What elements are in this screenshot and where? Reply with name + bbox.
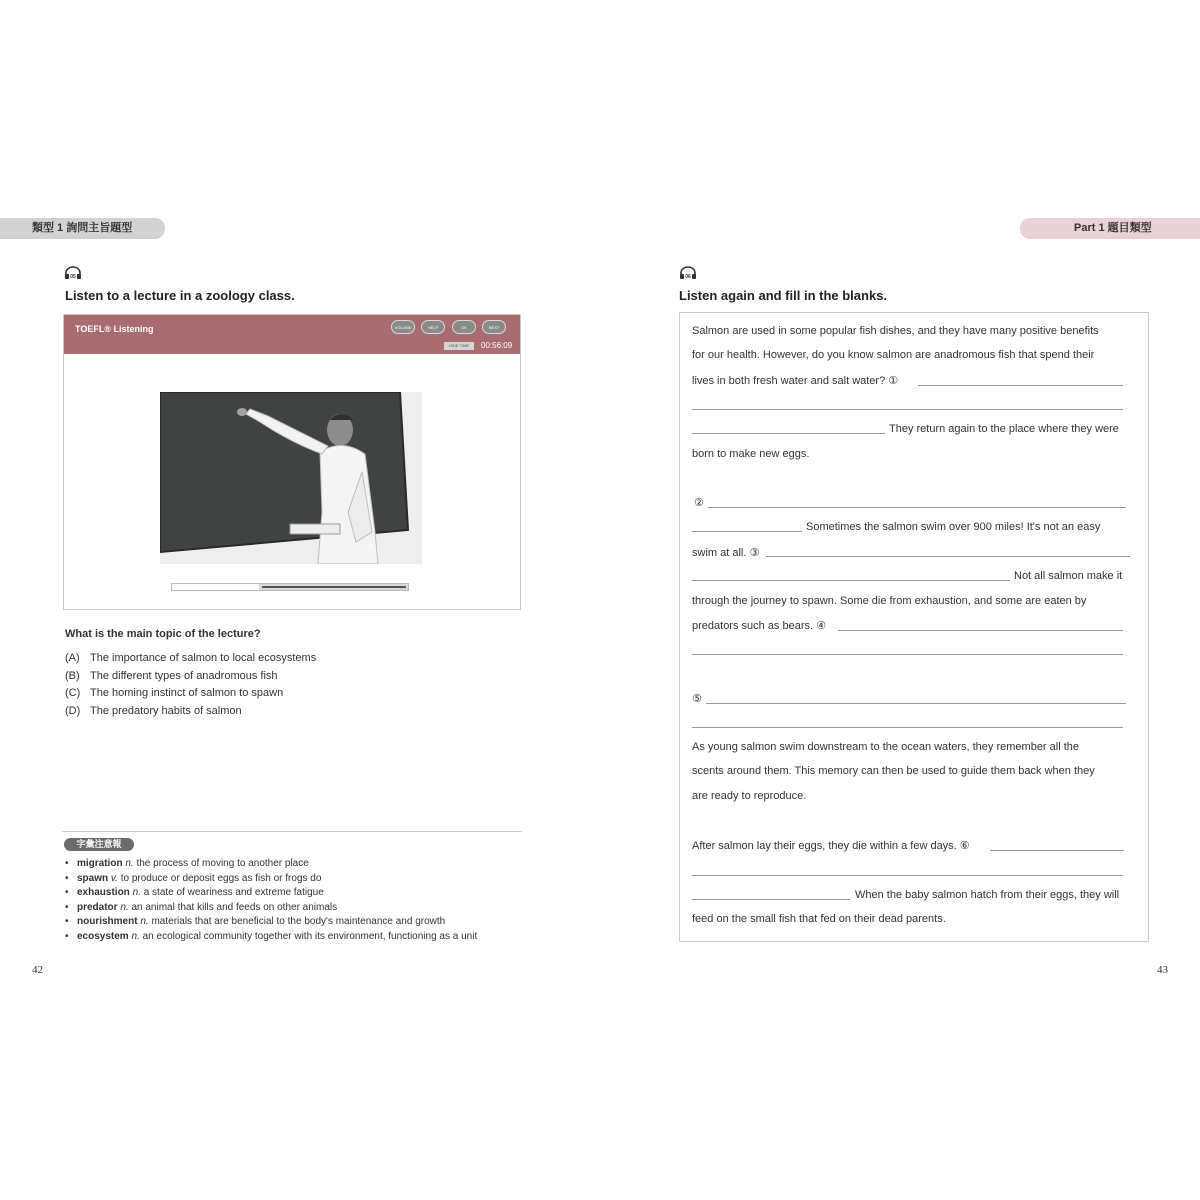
answer-option-c[interactable]: (C) The homing instinct of salmon to spawn: [65, 687, 284, 699]
blank-1-continued[interactable]: [692, 409, 1123, 410]
vocab-heading: 字彙注意報: [64, 838, 134, 851]
passage-line: scents around them. This memory can then be used to guide them back when they: [692, 765, 1095, 777]
blank-2-end[interactable]: [692, 531, 802, 532]
passage-line: for our health. However, do you know salmon are anadromous fish that spend their: [692, 349, 1095, 361]
audio-track-number: 06: [685, 274, 691, 280]
passage-line: Salmon are used in some popular fish dishes, and they have many positive benefits: [692, 325, 1099, 337]
countdown-timer: 00:56:09: [481, 341, 513, 350]
toefl-title-bar: [64, 315, 520, 354]
passage-line: born to make new eggs.: [692, 448, 810, 460]
audio-progress-played: [172, 584, 259, 590]
vocab-item: • spawn v. to produce or deposit eggs as fish or frogs do: [65, 873, 322, 884]
blank-marker-2: ②: [694, 497, 704, 509]
blank-6[interactable]: [990, 850, 1124, 851]
passage-line: predators such as bears. ④: [692, 620, 826, 632]
audio-progress-remaining: [262, 586, 406, 588]
ok-button[interactable]: OK: [452, 320, 476, 334]
question-text: What is the main topic of the lecture?: [65, 628, 261, 640]
blank-1-end[interactable]: [692, 433, 885, 434]
passage-line: As young salmon swim downstream to the ocean waters, they remember all the: [692, 741, 1080, 753]
page-number-right: 43: [1157, 964, 1168, 976]
page-number-left: 42: [32, 964, 43, 976]
passage-line: They return again to the place where they were: [889, 423, 1119, 435]
blank-6-end[interactable]: [692, 899, 850, 900]
chapter-tab-right: Part 1 題目類型: [1020, 218, 1200, 239]
passage-line: After salmon lay their eggs, they die within a few days. ⑥: [692, 840, 970, 852]
chapter-tab-left: 類型 1 詢問主旨題型: [0, 218, 165, 239]
vocab-item: • predator n. an animal that kills and feeds on other animals: [65, 902, 338, 913]
audio-track-number: 05: [70, 274, 76, 280]
blank-marker-5: ⑤: [692, 693, 702, 705]
blank-6-continued[interactable]: [692, 875, 1123, 876]
passage-line: through the journey to spawn. Some die from exhaustion, and some are eaten by: [692, 595, 1087, 607]
headphones-icon[interactable]: [64, 266, 82, 280]
passage-line: Not all salmon make it: [1014, 570, 1123, 582]
passage-line: are ready to reproduce.: [692, 790, 807, 802]
audio-progress-bar[interactable]: [171, 583, 409, 591]
passage-line: When the baby salmon hatch from their eggs, they will: [855, 889, 1120, 901]
blank-2[interactable]: [708, 507, 1126, 508]
toefl-window-title: TOEFL® Listening: [75, 324, 154, 334]
blank-4-continued[interactable]: [692, 654, 1123, 655]
headphones-icon[interactable]: [679, 266, 697, 280]
volume-button[interactable]: VOLUME: [391, 320, 415, 334]
passage-line: swim at all. ③: [692, 547, 760, 559]
blank-4[interactable]: [838, 630, 1123, 631]
answer-option-d[interactable]: (D) The predatory habits of salmon: [65, 705, 242, 717]
vocab-divider: [62, 831, 522, 832]
toefl-listening-window: [63, 314, 521, 610]
lecturer-at-blackboard-image: [160, 392, 422, 564]
vocab-item: • ecosystem n. an ecological community together with its environment, functioning as a unit: [65, 931, 478, 942]
hide-time-button[interactable]: HIDE TIME: [444, 342, 474, 350]
blank-3-end[interactable]: [692, 580, 1010, 581]
blank-5-continued[interactable]: [692, 727, 1123, 728]
vocab-item: • migration n. the process of moving to another place: [65, 858, 309, 869]
vocab-item: • exhaustion n. a state of weariness and extreme fatigue: [65, 887, 324, 898]
passage-line: feed on the small fish that fed on their dead parents.: [692, 913, 946, 925]
answer-option-b[interactable]: (B) The different types of anadromous fish: [65, 670, 278, 682]
blank-3[interactable]: [766, 556, 1130, 557]
help-button[interactable]: HELP: [421, 320, 445, 334]
listening-instruction: Listen to a lecture in a zoology class.: [65, 288, 295, 303]
fill-blanks-instruction: Listen again and fill in the blanks.: [679, 288, 888, 303]
blank-1[interactable]: [918, 385, 1123, 386]
next-button[interactable]: NEXT: [482, 320, 506, 334]
passage-line: Sometimes the salmon swim over 900 miles! It's not an easy: [806, 521, 1101, 533]
answer-option-a[interactable]: (A) The importance of salmon to local ecosystems: [65, 652, 317, 664]
passage-line: lives in both fresh water and salt water? ①: [692, 375, 899, 387]
vocab-item: • nourishment n. materials that are beneficial to the body's maintenance and growth: [65, 916, 446, 927]
blank-5[interactable]: [706, 703, 1126, 704]
